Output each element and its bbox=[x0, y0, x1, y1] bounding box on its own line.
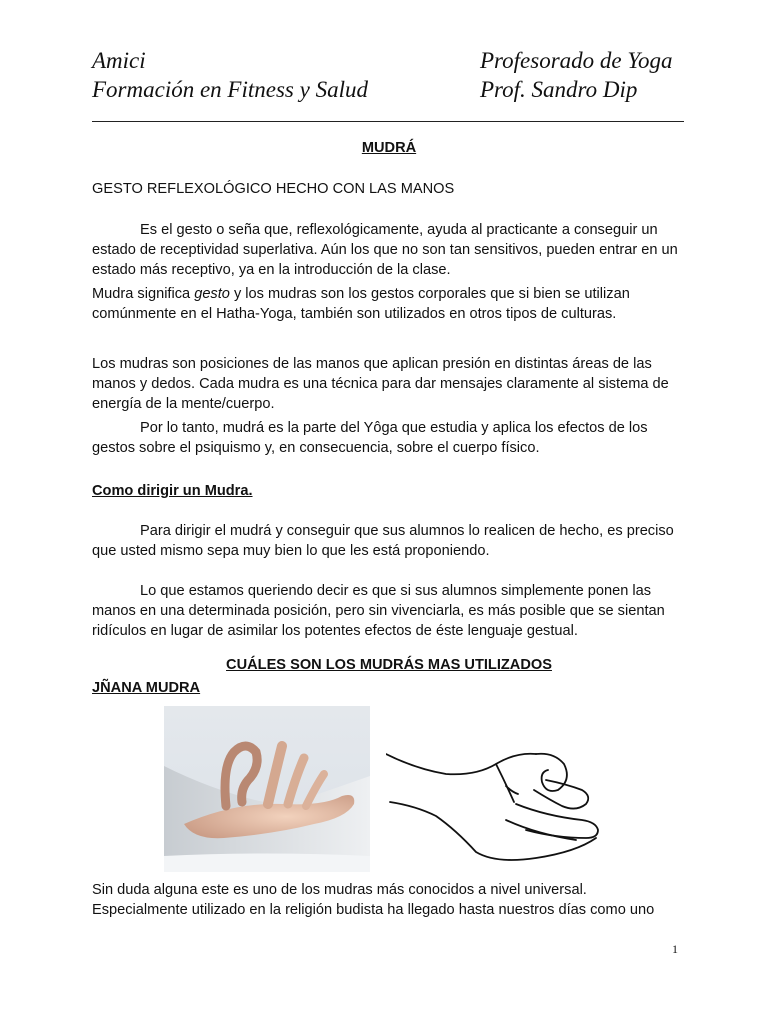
jnana-mudra-photo bbox=[164, 706, 370, 872]
subtitle: GESTO REFLEXOLÓGICO HECHO CON LAS MANOS bbox=[92, 181, 455, 197]
header-right bbox=[480, 46, 673, 104]
header-course: Formación en Fitness y Salud bbox=[92, 77, 368, 102]
paragraph-5: Para dirigir el mudrá y conseguir que sus alumnos lo realicen de hecho, es preciso que usted mismo sepa muy bien lo que les está proponiendo. bbox=[92, 523, 674, 559]
page-number: 1 bbox=[672, 942, 678, 956]
emphasis-gesto: gesto bbox=[194, 286, 230, 302]
paragraph-3: Los mudras son posiciones de las manos que aplican presión en distintas áreas de las manos y dedos. Cada mudra es una técnica para dar mensajes claramente al sistema de energía de la mente/cuerpo. bbox=[92, 356, 669, 412]
header-professor: Prof. Sandro Dip bbox=[480, 77, 638, 102]
paragraph-4: Por lo tanto, mudrá es la parte del Yôga que estudia y aplica los efectos de los gestos sobre el psiquismo y, en consecuencia, sobre el cuerpo físico. bbox=[92, 420, 648, 456]
paragraph-6: Lo que estamos queriendo decir es que si sus alumnos simplemente ponen las manos en una determinada posición, pero sin vivenciarla, es más posible que se sientan ridículos en lugar de asimilar los potentes efectos de éste lenguaje gestual. bbox=[92, 583, 665, 639]
header-divider bbox=[92, 121, 684, 122]
paragraph-7: Sin duda alguna este es uno de los mudras más conocidos a nivel universal. Especialmente utilizado en la religión budista ha llegado hasta nuestros días como uno bbox=[92, 882, 655, 918]
header-program: Profesorado de Yoga bbox=[480, 48, 673, 73]
header-org: Amici bbox=[92, 48, 146, 73]
section-heading-como-dirigir: Como dirigir un Mudra. bbox=[92, 483, 253, 499]
section-heading-mudras: CUÁLES SON LOS MUDRÁS MAS UTILIZADOS bbox=[226, 657, 552, 673]
document-body bbox=[92, 138, 686, 698]
paragraph-1: Es el gesto o seña que, reflexológicamente, ayuda al practicante a conseguir un estado de receptividad superlativa. Aún los que no son tan sensitivos, pueden entrar en un estado más receptivo, ya en la introducción de la clase. bbox=[92, 222, 678, 278]
jnana-mudra-drawing bbox=[386, 734, 604, 866]
mudra-figures bbox=[164, 706, 604, 872]
page-title: MUDRÁ bbox=[361, 140, 417, 156]
section-heading-jnana-mudra: JÑANA MUDRA bbox=[92, 680, 201, 696]
closing-text bbox=[92, 880, 686, 920]
header-left bbox=[92, 46, 368, 104]
paragraph-2: Mudra significa gesto y los mudras son los gestos corporales que si bien se utilizan comúnmente en el Hatha-Yoga, también son utilizados en otros tipos de culturas. bbox=[92, 286, 630, 322]
